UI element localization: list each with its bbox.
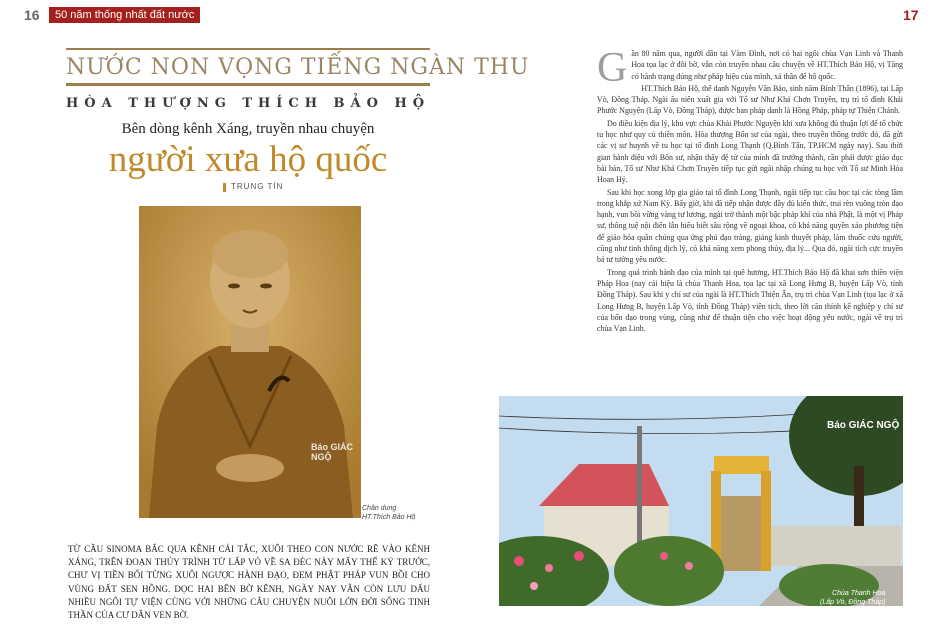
- article-body: [597, 45, 903, 335]
- headline-line1: Bên dòng kênh Xáng, truyền nhau chuyện: [121, 121, 375, 137]
- temple-watermark: Báo GIÁC NGỘ: [827, 420, 900, 431]
- title-rule-bottom: [66, 83, 430, 86]
- dropcap: G: [597, 45, 628, 91]
- headline-line2: người xưa hộ quốc: [108, 139, 388, 180]
- left-page-number: 16: [24, 7, 40, 23]
- article-kicker: NƯỚC NON VỌNG TIẾNG NGÀN THU: [66, 55, 530, 80]
- temple-caption-line2: (Lấp Vò, Đồng Tháp): [820, 599, 886, 606]
- byline-marker: [223, 183, 226, 192]
- monk-portrait-illustration: [139, 206, 361, 518]
- portrait-photo: [139, 206, 361, 518]
- portrait-watermark: Báo GIÁC NGỘ: [311, 442, 354, 462]
- temple-photo: [499, 396, 903, 606]
- byline: TRUNG TÍN: [231, 182, 284, 191]
- article-subkicker: HÒA THƯỢNG THÍCH BẢO HỘ: [66, 96, 431, 111]
- body-paragraph: HT.Thích Bảo Hộ, thế danh Nguyễn Văn Bảo, sinh năm Bính Thân (1896), tại Lấp Vò, Đồng Tháp. Ngài ấu niên xuất gia với Tổ sư Như Khả Chơn Truyền, trụ trì tổ đình Khải Phước Nguyện (Lấp Vò, Đồng Tháp), được ban pháp danh là Hồng Pháp, pháp tự Thiện Chánh.: [597, 83, 903, 116]
- section-tag: 50 năm thống nhất đất nước: [49, 7, 200, 23]
- portrait-caption: [362, 504, 415, 522]
- article-lead: TỪ CẦU SINOMA BẮC QUA KÊNH CÁI TẮC, XUÔI THEO CON NƯỚC RẼ VÀO KÊNH XÁNG, TRÊN ĐOẠN THỦY TRÌNH TỪ LẤP VÒ VỀ SA ĐÉC NÀY MẤY THẾ KỶ TRƯỚC, CHƯ VỊ TIỀN BỐI TỪNG XUÔI NGƯỢC HÀNH ĐẠO, ĐEM PHẬT PHÁP VUN BỒI CHO VÙNG ĐẤT SEN HỒNG. DỌC HAI BÊN BỜ KÊNH, NGÀY NAY VẪN CÒN LƯU DẤU NHIỀU NGÔI TỰ VIỆN CÙNG VỚI NHỮNG CÂU CHUYỆN NUÔI LỚN ĐỜI SỐNG TINH THẦN CỦA CƯ DÂN VEN BỜ.: [68, 544, 430, 621]
- body-paragraph: Do điều kiện địa lý, khu vực chùa Khải Phước Nguyện khi xưa không đủ thuận lợi để tổ chức tu học như quy củ thiền môn. Hòa thượng Bổn sư của ngài, theo truyền thống trước đó, đã gửi các vị sư huynh về tu học tại tổ đình Long Thạnh (Q.Bình Tân, TP.HCM ngày nay). Sau thời gian hành điệu với Bổn sư, nhận thấy đệ tử của mình đã trưởng thành, cần phải được giáo dục bài bản, Tổ sư Như Khả Chơn Truyền tiếp tục gửi ngài nhập chúng tu học với Tổ sư Minh Hòa Hoan Hỷ.: [597, 118, 903, 185]
- body-paragraph: Sau khi học xong lớp gia giáo tại tổ đình Long Thạnh, ngài tiếp tục cầu học tại các tòng lâm trong khắp xứ Nam Kỳ. Bấy giờ, khi đã tiếp nhận được đầy đủ kiến thức, trui rèn vuông tròn đạo hạnh, vun bồi vững vàng tư lương, ngài trở thành một bậc pháp khí của nhà Phật, là một vị Pháp sư, thông tuệ nội điển lẫn hiểu biết sâu rộng về ngoại khoa, có khả năng quyền xảo phương tiện để giáo hóa quần chúng qua ứng phú đạo tràng, giảng kinh thuyết pháp, làm thuốc cứu người, cũng như tinh thông dịch lý, có khả năng xem phong thủy, địa lý... Qua đó, ngài tích cực truyền bá tư tưởng yêu nước.: [597, 187, 903, 265]
- body-paragraph: Trong quá trình hành đạo của mình tại quê hương, HT.Thích Bảo Hộ đã khai sơn thiền viện Pháp Hoa (nay cải hiệu là chùa Thanh Hoa, tọa lạc tại xã Long Hưng B, huyện Lấp Vò, tỉnh Đồng Tháp). Sau khi y chỉ sư của ngài là HT.Thích Thiện Ân, trụ trì chùa Vạn Linh (tọa lạc ở xã Long Hưng B, huyện Lấp Vò, tỉnh Đồng Tháp) viên tịch, theo lời căn thỉnh kế nghiệp y chỉ sư của bổn đạo trong vùng, cũng như để thuận tiện cho việc hoạt động yêu nước, ngài về trụ trì chùa Vạn Linh.: [597, 267, 903, 334]
- temple-caption: [820, 589, 885, 607]
- portrait-caption-line1: Chân dung: [362, 505, 397, 512]
- body-paragraph: Gần 80 năm qua, người dân tại Vàm Đình, nơi có hai ngôi chùa Vạn Linh và Thanh Hoa tọa lạc ở đôi bờ, vẫn còn truyền nhau câu chuyện về HT.Thích Bảo Hộ, vị Tăng có hành trạng đúng như pháp hiệu của mình, xả thân để hộ quốc.: [597, 45, 903, 91]
- title-rule-top: [66, 48, 430, 50]
- right-page-number: 17: [903, 7, 919, 23]
- temple-caption-line1: Chùa Thanh Hoa: [832, 590, 886, 597]
- portrait-caption-line2: HT.Thích Bảo Hộ: [362, 514, 416, 521]
